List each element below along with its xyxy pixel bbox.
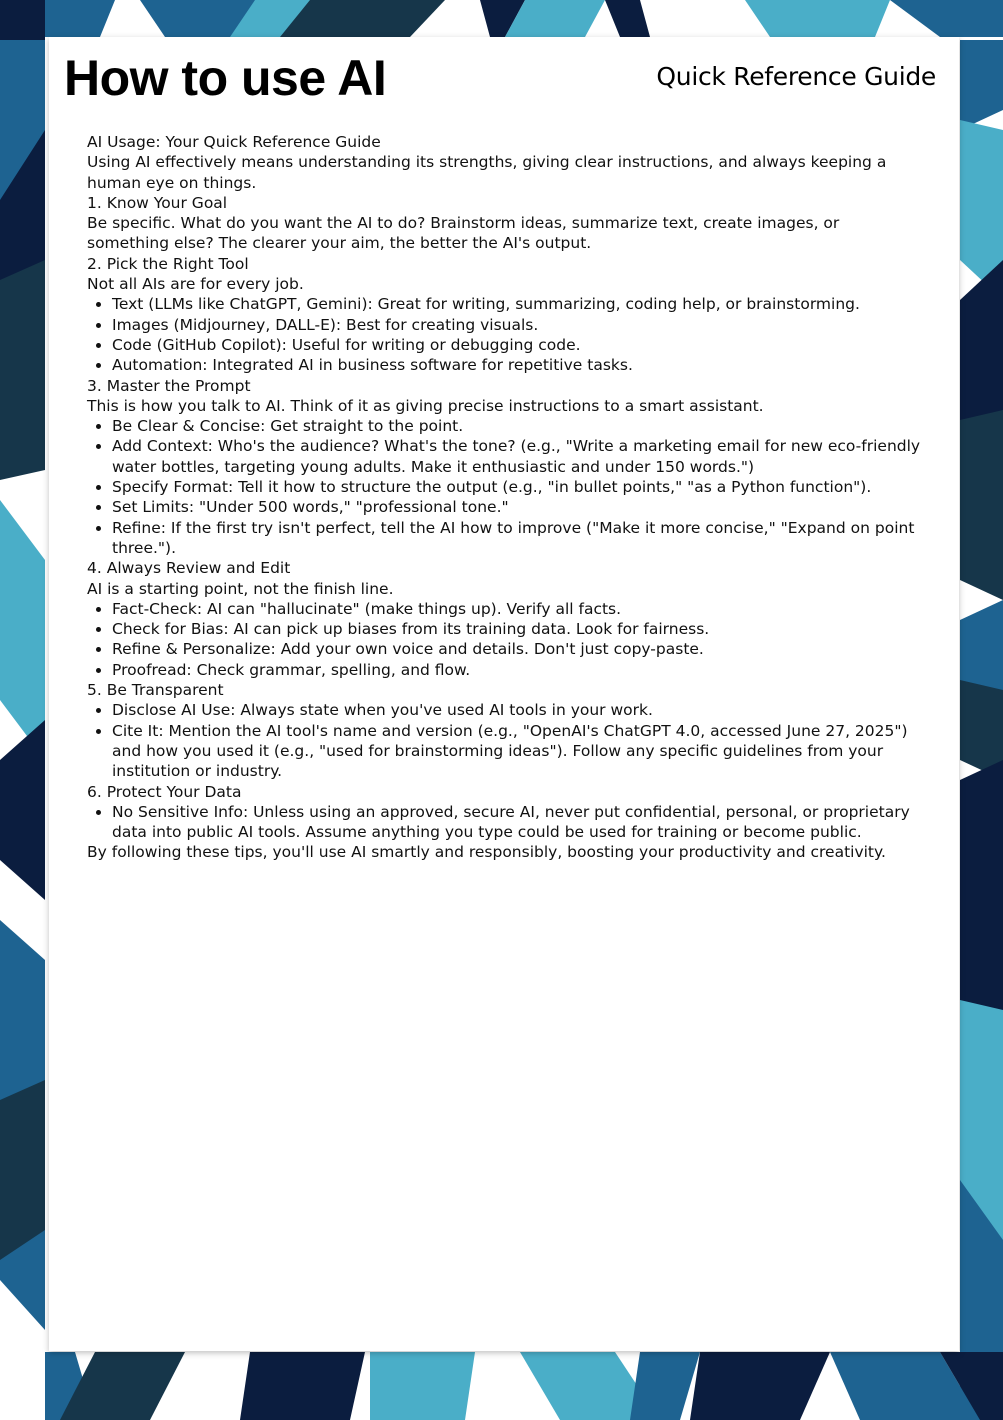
section-text: This is how you talk to AI. Think of it as giving precise instructions to a smart assistant. — [87, 396, 764, 415]
list-item: • Images (Midjourney, DALL-E): Best for creating visuals. — [112, 315, 923, 335]
section-text: AI is a starting point, not the finish line. — [87, 579, 394, 598]
list-item: • Be Clear & Concise: Get straight to the point. — [112, 416, 923, 436]
list-item: • Add Context: Who's the audience? What's the tone? (e.g., "Write a marketing email for new eco-friendly water bottles, targeting young adults. Make it enthusiastic and under 150 words.") — [112, 436, 923, 477]
bullet-list — [87, 294, 923, 375]
intro-heading: AI Usage: Your Quick Reference Guide — [87, 133, 381, 151]
page-title: How to use AI — [64, 50, 387, 106]
bg-stripe — [0, 1080, 45, 1260]
closing-text: By following these tips, you'll use AI smartly and responsibly, boosting your productivity and creativity. — [87, 843, 886, 862]
list-item: • Code (GitHub Copilot): Useful for writing or debugging code. — [112, 335, 923, 355]
list-item: • Proofread: Check grammar, spelling, and flow. — [112, 660, 923, 680]
document-page — [49, 37, 959, 1351]
list-item: • Check for Bias: AI can pick up biases from its training data. Look for fairness. — [112, 619, 923, 639]
list-item: • Automation: Integrated AI in business software for repetitive tasks. — [112, 355, 923, 375]
section-text: Not all AIs are for every job. — [87, 275, 304, 294]
bg-stripe — [960, 410, 1003, 600]
list-item: • Specify Format: Tell it how to structure the output (e.g., "in bullet points," "as a Python function"). — [112, 477, 923, 497]
bullet-list — [87, 700, 923, 781]
section-heading: 6. Protect Your Data — [87, 782, 242, 801]
bg-stripe — [0, 260, 45, 480]
intro-text: Using AI effectively means understanding its strengths, giving clear instructions, and always keeping a human eye on things. — [87, 153, 887, 192]
section-text: Be specific. What do you want the AI to do? Brainstorm ideas, summarize text, create images, or something else? The clearer your aim, the better the AI's output. — [87, 214, 840, 253]
section-heading: 2. Pick the Right Tool — [87, 254, 249, 273]
section-heading: 3. Master the Prompt — [87, 376, 251, 395]
section-heading: 5. Be Transparent — [87, 681, 224, 700]
list-item: • Refine & Personalize: Add your own voice and details. Don't just copy-paste. — [112, 639, 923, 659]
bg-stripe — [745, 0, 890, 37]
section-heading: 1. Know Your Goal — [87, 193, 228, 212]
bg-stripe — [370, 1352, 475, 1420]
bullet-list — [87, 802, 923, 843]
list-item: • Disclose AI Use: Always state when you've used AI tools in your work. — [112, 700, 923, 720]
section-heading: 4. Always Review and Edit — [87, 559, 291, 578]
list-item: • No Sensitive Info: Unless using an approved, secure AI, never put confidential, personal, or proprietary data into public AI tools. Assume anything you type could be used for training or become public. — [112, 802, 923, 843]
list-item: • Fact-Check: AI can "hallucinate" (make things up). Verify all facts. — [112, 599, 923, 619]
bg-stripe — [240, 1352, 365, 1420]
list-item: • Cite It: Mention the AI tool's name and version (e.g., "OpenAI's ChatGPT 4.0, accessed June 27, 2025") and how you used it (e.g., "used for brainstorming ideas"). Follow any specific guidelines from your institution or industry. — [112, 721, 923, 782]
list-item: • Text (LLMs like ChatGPT, Gemini): Great for writing, summarizing, coding help, or brainstorming. — [112, 294, 923, 314]
page-subtitle: Quick Reference Guide — [656, 62, 936, 91]
bullet-list — [87, 416, 923, 558]
list-item: • Set Limits: "Under 500 words," "professional tone." — [112, 497, 923, 517]
bullet-list — [87, 599, 923, 680]
document-body — [87, 132, 923, 863]
list-item: • Refine: If the first try isn't perfect, tell the AI how to improve ("Make it more concise," "Expand on point three."). — [112, 518, 923, 559]
